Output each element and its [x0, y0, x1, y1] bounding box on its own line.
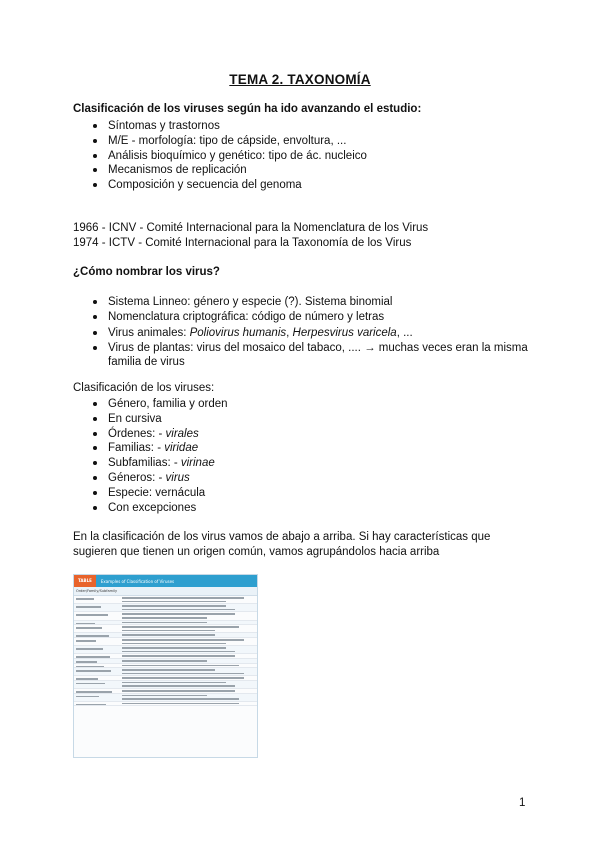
table-row — [74, 694, 257, 702]
table-cell-label — [74, 633, 120, 637]
table-cell-description — [120, 625, 257, 632]
table-cell-description — [120, 694, 257, 701]
table-row — [74, 702, 257, 707]
list-item: Especie: vernácula — [73, 486, 228, 501]
table-cell-description — [120, 633, 257, 637]
table-row — [74, 604, 257, 612]
table-cell-label — [74, 612, 120, 619]
table-cell-description — [120, 612, 257, 619]
table-cell-description — [120, 659, 257, 663]
table-row — [74, 625, 257, 633]
table-rows — [74, 596, 257, 706]
table-cell-description — [120, 676, 257, 680]
table-row — [74, 638, 257, 646]
table-cell-description — [120, 621, 257, 625]
list-item: En cursiva — [73, 412, 228, 427]
list-item: Composición y secuencia del genoma — [73, 178, 367, 193]
table-cell-label — [74, 625, 120, 632]
table-row — [74, 596, 257, 604]
table-cell-label — [74, 664, 120, 668]
table-row — [74, 668, 257, 676]
table-cell-label — [74, 654, 120, 658]
table-column-heading: Order/Family/Subfamily — [74, 587, 257, 596]
table-row — [74, 681, 257, 689]
table-header — [74, 575, 257, 587]
classification-criteria-list — [73, 119, 367, 193]
list-item: Sistema Linneo: género y especie (?). Sistema binomial — [73, 295, 528, 309]
table-row — [74, 612, 257, 620]
table-cell-label — [74, 681, 120, 688]
page-number: 1 — [519, 797, 526, 809]
table-cell-label — [74, 604, 120, 611]
table-cell-label — [74, 668, 120, 675]
table-cell-label — [74, 689, 120, 693]
bottom-up-paragraph: En la clasificación de los virus vamos de abajo a arriba. Si hay características que sugieren que tienen un origen común, vamos agrupándolos hacia arriba — [73, 531, 491, 558]
list-item: Análisis bioquímico y genético: tipo de ác. nucleico — [73, 149, 367, 164]
list-item: Géneros: - virus — [73, 471, 228, 486]
naming-list — [73, 295, 528, 370]
virus-classification-table-image — [73, 574, 258, 758]
virus-classification-list — [73, 397, 228, 515]
list-item: Con excepciones — [73, 501, 228, 516]
table-cell-description — [120, 646, 257, 653]
list-item: Nomenclatura criptográfica: código de número y letras — [73, 310, 528, 324]
table-cell-label — [74, 621, 120, 625]
list-item: Mecanismos de replicación — [73, 163, 367, 178]
history-line-ictv: 1974 - ICTV - Comité Internacional para la Taxonomía de los Virus — [73, 237, 412, 249]
table-cell-label — [74, 638, 120, 645]
list-item: M/E - morfología: tipo de cápside, envoltura, ... — [73, 134, 367, 149]
table-cell-description — [120, 654, 257, 658]
table-cell-label — [74, 659, 120, 663]
table-tag: TABLE — [74, 575, 96, 587]
table-cell-description — [120, 604, 257, 611]
history-line-icnv: 1966 - ICNV - Comité Internacional para la Nomenclatura de los Virus — [73, 222, 429, 234]
list-item: Familias: - viridae — [73, 441, 228, 456]
section-heading-naming: ¿Cómo nombrar los virus? — [73, 266, 220, 278]
list-item: Género, familia y orden — [73, 397, 228, 412]
list-item: Órdenes: - virales — [73, 427, 228, 442]
table-row — [74, 646, 257, 654]
table-cell-description — [120, 638, 257, 645]
list-item: Virus animales: Poliovirus humanis, Herpesvirus varicela, ... — [73, 326, 528, 340]
section-heading-virus-classification: Clasificación de los viruses: — [73, 382, 215, 394]
section-heading-classification-history: Clasificación de los viruses según ha ido avanzando el estudio: — [73, 103, 422, 115]
table-cell-label — [74, 596, 120, 603]
list-item: Virus de plantas: virus del mosaico del tabaco, .... → muchas veces eran la misma familia de virus — [73, 341, 528, 369]
table-cell-label — [74, 676, 120, 680]
table-cell-description — [120, 668, 257, 675]
table-cell-description — [120, 681, 257, 688]
table-cell-label — [74, 702, 120, 706]
list-item: Síntomas y trastornos — [73, 119, 367, 134]
list-item: Subfamilias: - virinae — [73, 456, 228, 471]
table-title: Examples of Classification of Viruses — [100, 578, 175, 584]
page-title: TEMA 2. TAXONOMÍA — [229, 72, 371, 87]
table-cell-description — [120, 702, 257, 706]
table-cell-description — [120, 664, 257, 668]
table-cell-description — [120, 689, 257, 693]
table-cell-label — [74, 646, 120, 653]
table-cell-label — [74, 694, 120, 701]
table-cell-description — [120, 596, 257, 603]
